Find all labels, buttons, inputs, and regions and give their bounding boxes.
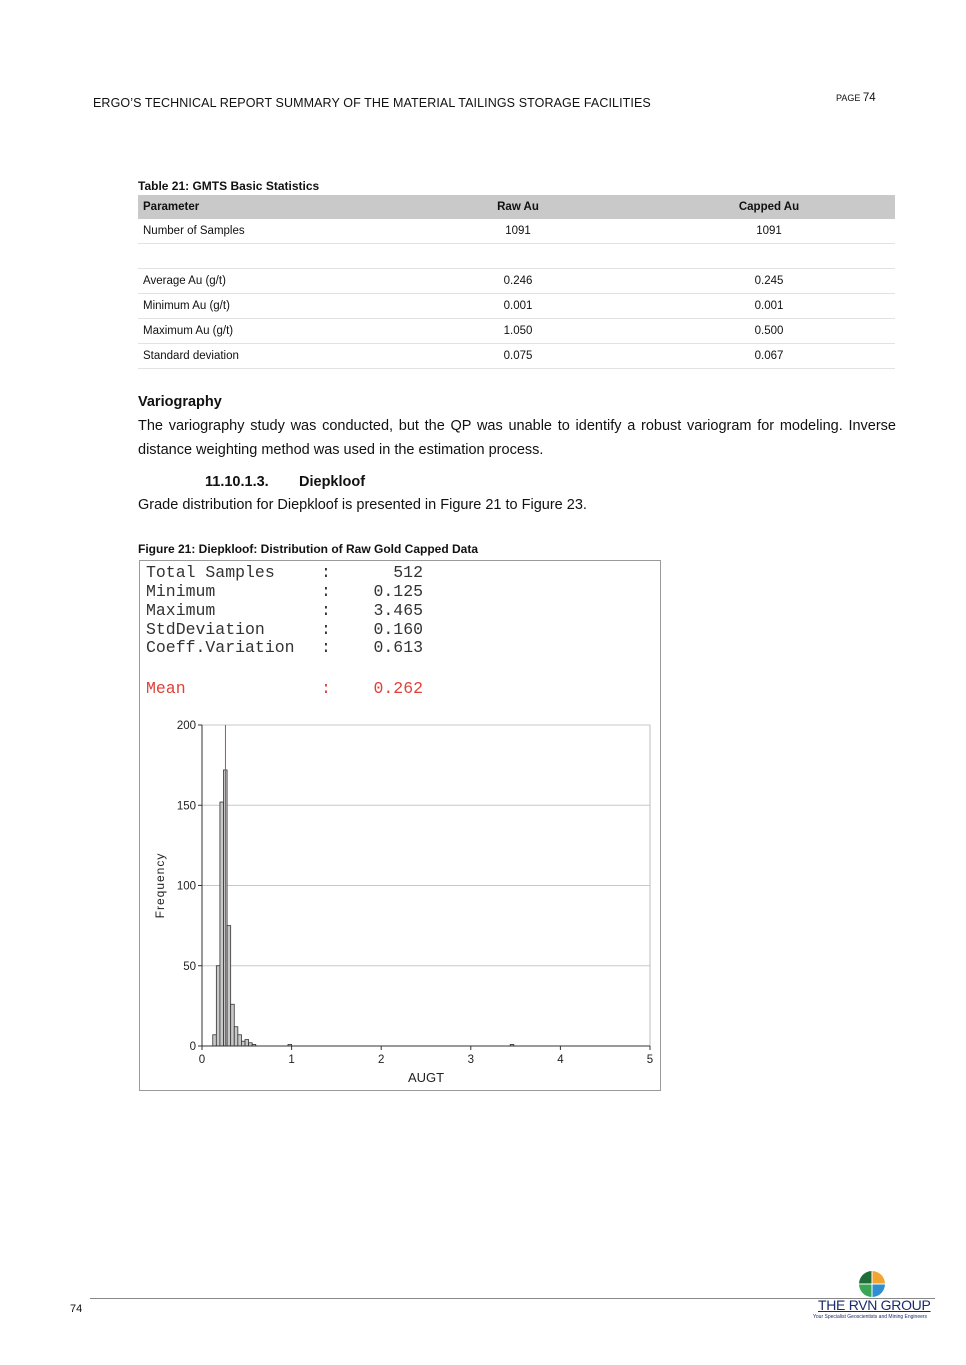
table-cell: 0.001 bbox=[643, 294, 895, 319]
stat-label: Mean bbox=[146, 679, 186, 698]
table-row bbox=[138, 294, 895, 319]
stat-label: Minimum bbox=[146, 582, 216, 601]
table-header-row bbox=[138, 195, 895, 219]
stat-label: StdDeviation bbox=[146, 620, 265, 639]
page-number-label bbox=[836, 92, 876, 104]
section-heading-variography: Variography bbox=[138, 394, 222, 410]
stat-value: 0.262 bbox=[373, 679, 423, 698]
histogram-bar bbox=[238, 1035, 242, 1046]
y-axis-label: Frequency bbox=[153, 852, 167, 919]
stat-separator: : bbox=[321, 679, 331, 698]
column-header: Capped Au bbox=[643, 195, 895, 219]
subsection-paragraph: Grade distribution for Diepkloof is presented in Figure 21 to Figure 23. bbox=[138, 497, 587, 513]
histogram-figure bbox=[139, 560, 661, 1091]
stat-value: 0.613 bbox=[373, 638, 423, 657]
table-cell: 1091 bbox=[643, 219, 895, 244]
stat-value: 0.160 bbox=[373, 620, 423, 639]
stat-separator: : bbox=[321, 638, 331, 657]
stat-separator: : bbox=[321, 563, 331, 582]
table-row bbox=[138, 319, 895, 344]
footer-divider bbox=[90, 1298, 935, 1299]
subsection-number: 11.10.1.3. bbox=[205, 474, 269, 490]
table-row bbox=[138, 269, 895, 294]
page-label-text: PAGE bbox=[836, 93, 861, 103]
y-tick-label: 150 bbox=[176, 800, 196, 813]
histogram-bar bbox=[234, 1027, 238, 1046]
table-cell: Average Au (g/t) bbox=[138, 269, 393, 294]
stat-separator: : bbox=[321, 582, 331, 601]
logo-tagline: Your Specialist Geoscientists and Mining Engineers bbox=[813, 1314, 928, 1320]
column-header: Parameter bbox=[138, 195, 393, 219]
x-tick-label: 3 bbox=[467, 1054, 475, 1066]
histogram-chart bbox=[140, 561, 660, 1090]
table-cell: 0.067 bbox=[643, 344, 895, 369]
table-cell bbox=[138, 244, 393, 269]
x-tick-label: 2 bbox=[377, 1054, 385, 1066]
table-cell: 0.075 bbox=[393, 344, 643, 369]
footer-page-number: 74 bbox=[70, 1303, 83, 1315]
stat-label: Total Samples bbox=[146, 563, 275, 582]
table-cell bbox=[643, 244, 895, 269]
stat-value: 512 bbox=[393, 563, 423, 582]
stat-value: 3.465 bbox=[373, 601, 423, 620]
x-tick-label: 5 bbox=[646, 1054, 654, 1066]
histogram-bar bbox=[227, 926, 231, 1046]
stat-separator: : bbox=[321, 601, 331, 620]
y-tick-label: 0 bbox=[189, 1041, 196, 1053]
y-tick-label: 50 bbox=[183, 960, 196, 973]
histogram-bar bbox=[245, 1040, 249, 1046]
table-cell: Standard deviation bbox=[138, 344, 393, 369]
stat-label: Coeff.Variation bbox=[146, 638, 295, 657]
histogram-bar bbox=[216, 966, 220, 1046]
x-tick-label: 4 bbox=[557, 1054, 564, 1066]
table-cell bbox=[393, 244, 643, 269]
table-cell: 0.245 bbox=[643, 269, 895, 294]
table-row bbox=[138, 244, 895, 269]
table-cell: Maximum Au (g/t) bbox=[138, 319, 393, 344]
logo-text: THE RVN GROUP bbox=[818, 1297, 931, 1313]
table-cell: 1091 bbox=[393, 219, 643, 244]
table-caption: Table 21: GMTS Basic Statistics bbox=[138, 179, 320, 193]
basic-statistics-table bbox=[138, 195, 895, 369]
table-row bbox=[138, 344, 895, 369]
table-cell: 1.050 bbox=[393, 319, 643, 344]
table-cell: 0.500 bbox=[643, 319, 895, 344]
rvn-group-logo bbox=[810, 1268, 935, 1328]
variography-paragraph: The variography study was conducted, but the QP was unable to identify a robust variogram for modeling. Inverse distance weighting method was used in the estimation process. bbox=[138, 418, 896, 458]
histogram-bar bbox=[241, 1041, 245, 1046]
y-tick-label: 200 bbox=[176, 720, 196, 732]
figure-caption: Figure 21: Diepkloof: Distribution of Raw Gold Capped Data bbox=[138, 542, 479, 556]
histogram-bar bbox=[231, 1004, 235, 1046]
table-cell: Number of Samples bbox=[138, 219, 393, 244]
page-label-number: 74 bbox=[862, 92, 876, 104]
subsection-title: Diepkloof bbox=[299, 474, 366, 490]
column-header: Raw Au bbox=[393, 195, 643, 219]
y-tick-label: 100 bbox=[176, 880, 196, 893]
x-tick-label: 1 bbox=[288, 1054, 295, 1066]
table-cell: Minimum Au (g/t) bbox=[138, 294, 393, 319]
x-tick-label: 0 bbox=[198, 1054, 206, 1066]
table-row bbox=[138, 219, 895, 244]
stat-label: Maximum bbox=[146, 601, 216, 620]
x-axis-label: AUGT bbox=[407, 1070, 445, 1085]
histogram-bar bbox=[213, 1035, 217, 1046]
stat-separator: : bbox=[321, 620, 331, 639]
report-header-title: ERGO’S TECHNICAL REPORT SUMMARY OF THE MATERIAL TAILINGS STORAGE FACILITIES bbox=[93, 96, 651, 110]
histogram-bar bbox=[220, 802, 224, 1046]
stat-value: 0.125 bbox=[373, 582, 423, 601]
table-cell: 0.246 bbox=[393, 269, 643, 294]
table-cell: 0.001 bbox=[393, 294, 643, 319]
